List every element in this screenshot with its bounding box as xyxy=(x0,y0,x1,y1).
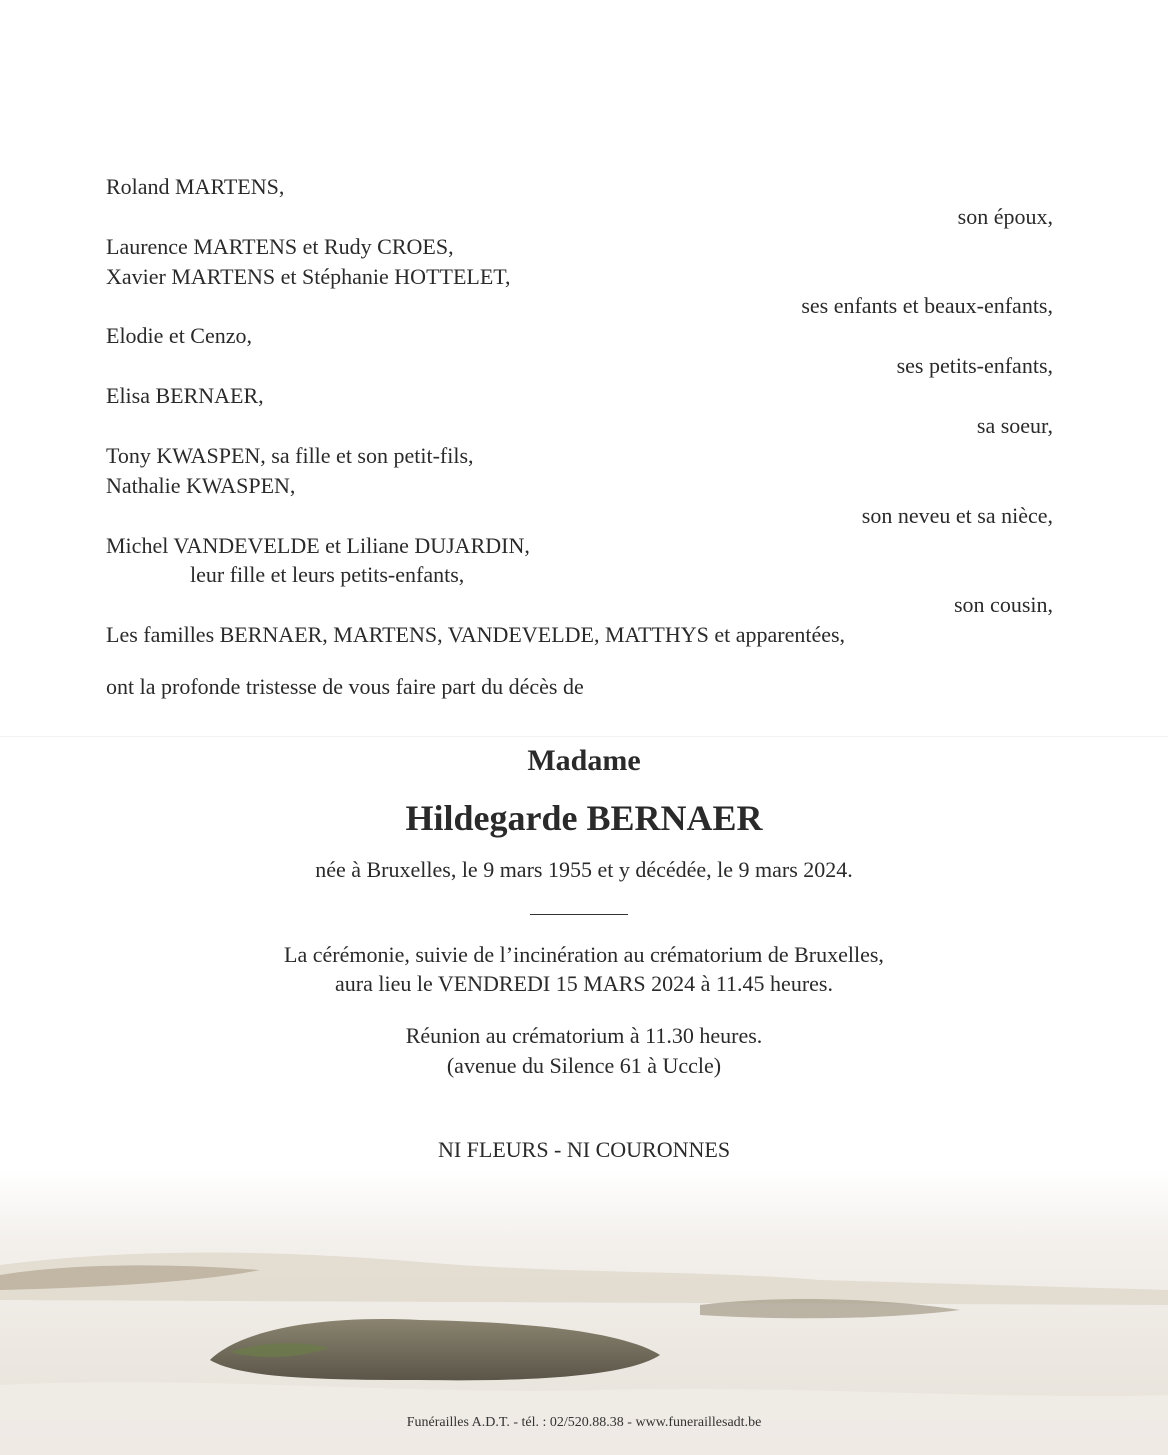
relation-enfants: ses enfants et beaux-enfants, xyxy=(801,293,1053,318)
footer-contact: Funérailles A.D.T. - tél. : 02/520.88.38 - www.funeraillesadt.be xyxy=(406,1415,762,1430)
deceased-name: Hildegarde BERNAER xyxy=(405,798,763,838)
relation-neveu: son neveu et sa nièce, xyxy=(861,503,1053,528)
family-member-elisa: Elisa BERNAER, xyxy=(106,383,264,408)
intro-text: ont la profonde tristesse de vous faire part du décès de xyxy=(106,674,584,699)
family-member-nathalie: Nathalie KWASPEN, xyxy=(106,473,296,498)
deceased-dates: née à Bruxelles, le 9 mars 1955 et y décédée, le 9 mars 2024. xyxy=(315,857,853,882)
relation-cousin: son cousin, xyxy=(954,592,1053,617)
ceremony-line-2: aura lieu le VENDREDI 15 MARS 2024 à 11.45 heures. xyxy=(335,971,833,996)
family-member-michel: Michel VANDEVELDE et Liliane DUJARDIN, xyxy=(106,533,530,558)
relation-epoux: son époux, xyxy=(957,204,1053,229)
flowers-notice: NI FLEURS - NI COURONNES xyxy=(437,1137,731,1162)
family-member-laurence: Laurence MARTENS et Rudy CROES, xyxy=(106,234,454,259)
family-member-michel-sub: leur fille et leurs petits-enfants, xyxy=(190,562,465,587)
ceremony-line-1: La cérémonie, suivie de l’incinération au crématorium de Bruxelles, xyxy=(284,942,884,967)
family-member-roland: Roland MARTENS, xyxy=(106,174,285,199)
relation-petits-enfants: ses petits-enfants, xyxy=(896,353,1053,378)
divider-rule xyxy=(530,914,628,915)
divider-faint xyxy=(0,736,1168,737)
family-member-xavier: Xavier MARTENS et Stéphanie HOTTELET, xyxy=(106,264,511,289)
family-group: Les familles BERNAER, MARTENS, VANDEVELDE, MATTHYS et apparentées, xyxy=(106,622,846,647)
deceased-title: Madame xyxy=(527,744,641,777)
family-member-tony: Tony KWASPEN, sa fille et son petit-fils, xyxy=(106,443,474,468)
seascape-image xyxy=(0,1170,1168,1455)
family-member-elodie: Elodie et Cenzo, xyxy=(106,323,253,348)
reunion-line-1: Réunion au crématorium à 11.30 heures. xyxy=(405,1023,763,1048)
relation-soeur: sa soeur, xyxy=(976,413,1053,438)
reunion-line-2: (avenue du Silence 61 à Uccle) xyxy=(446,1053,722,1078)
